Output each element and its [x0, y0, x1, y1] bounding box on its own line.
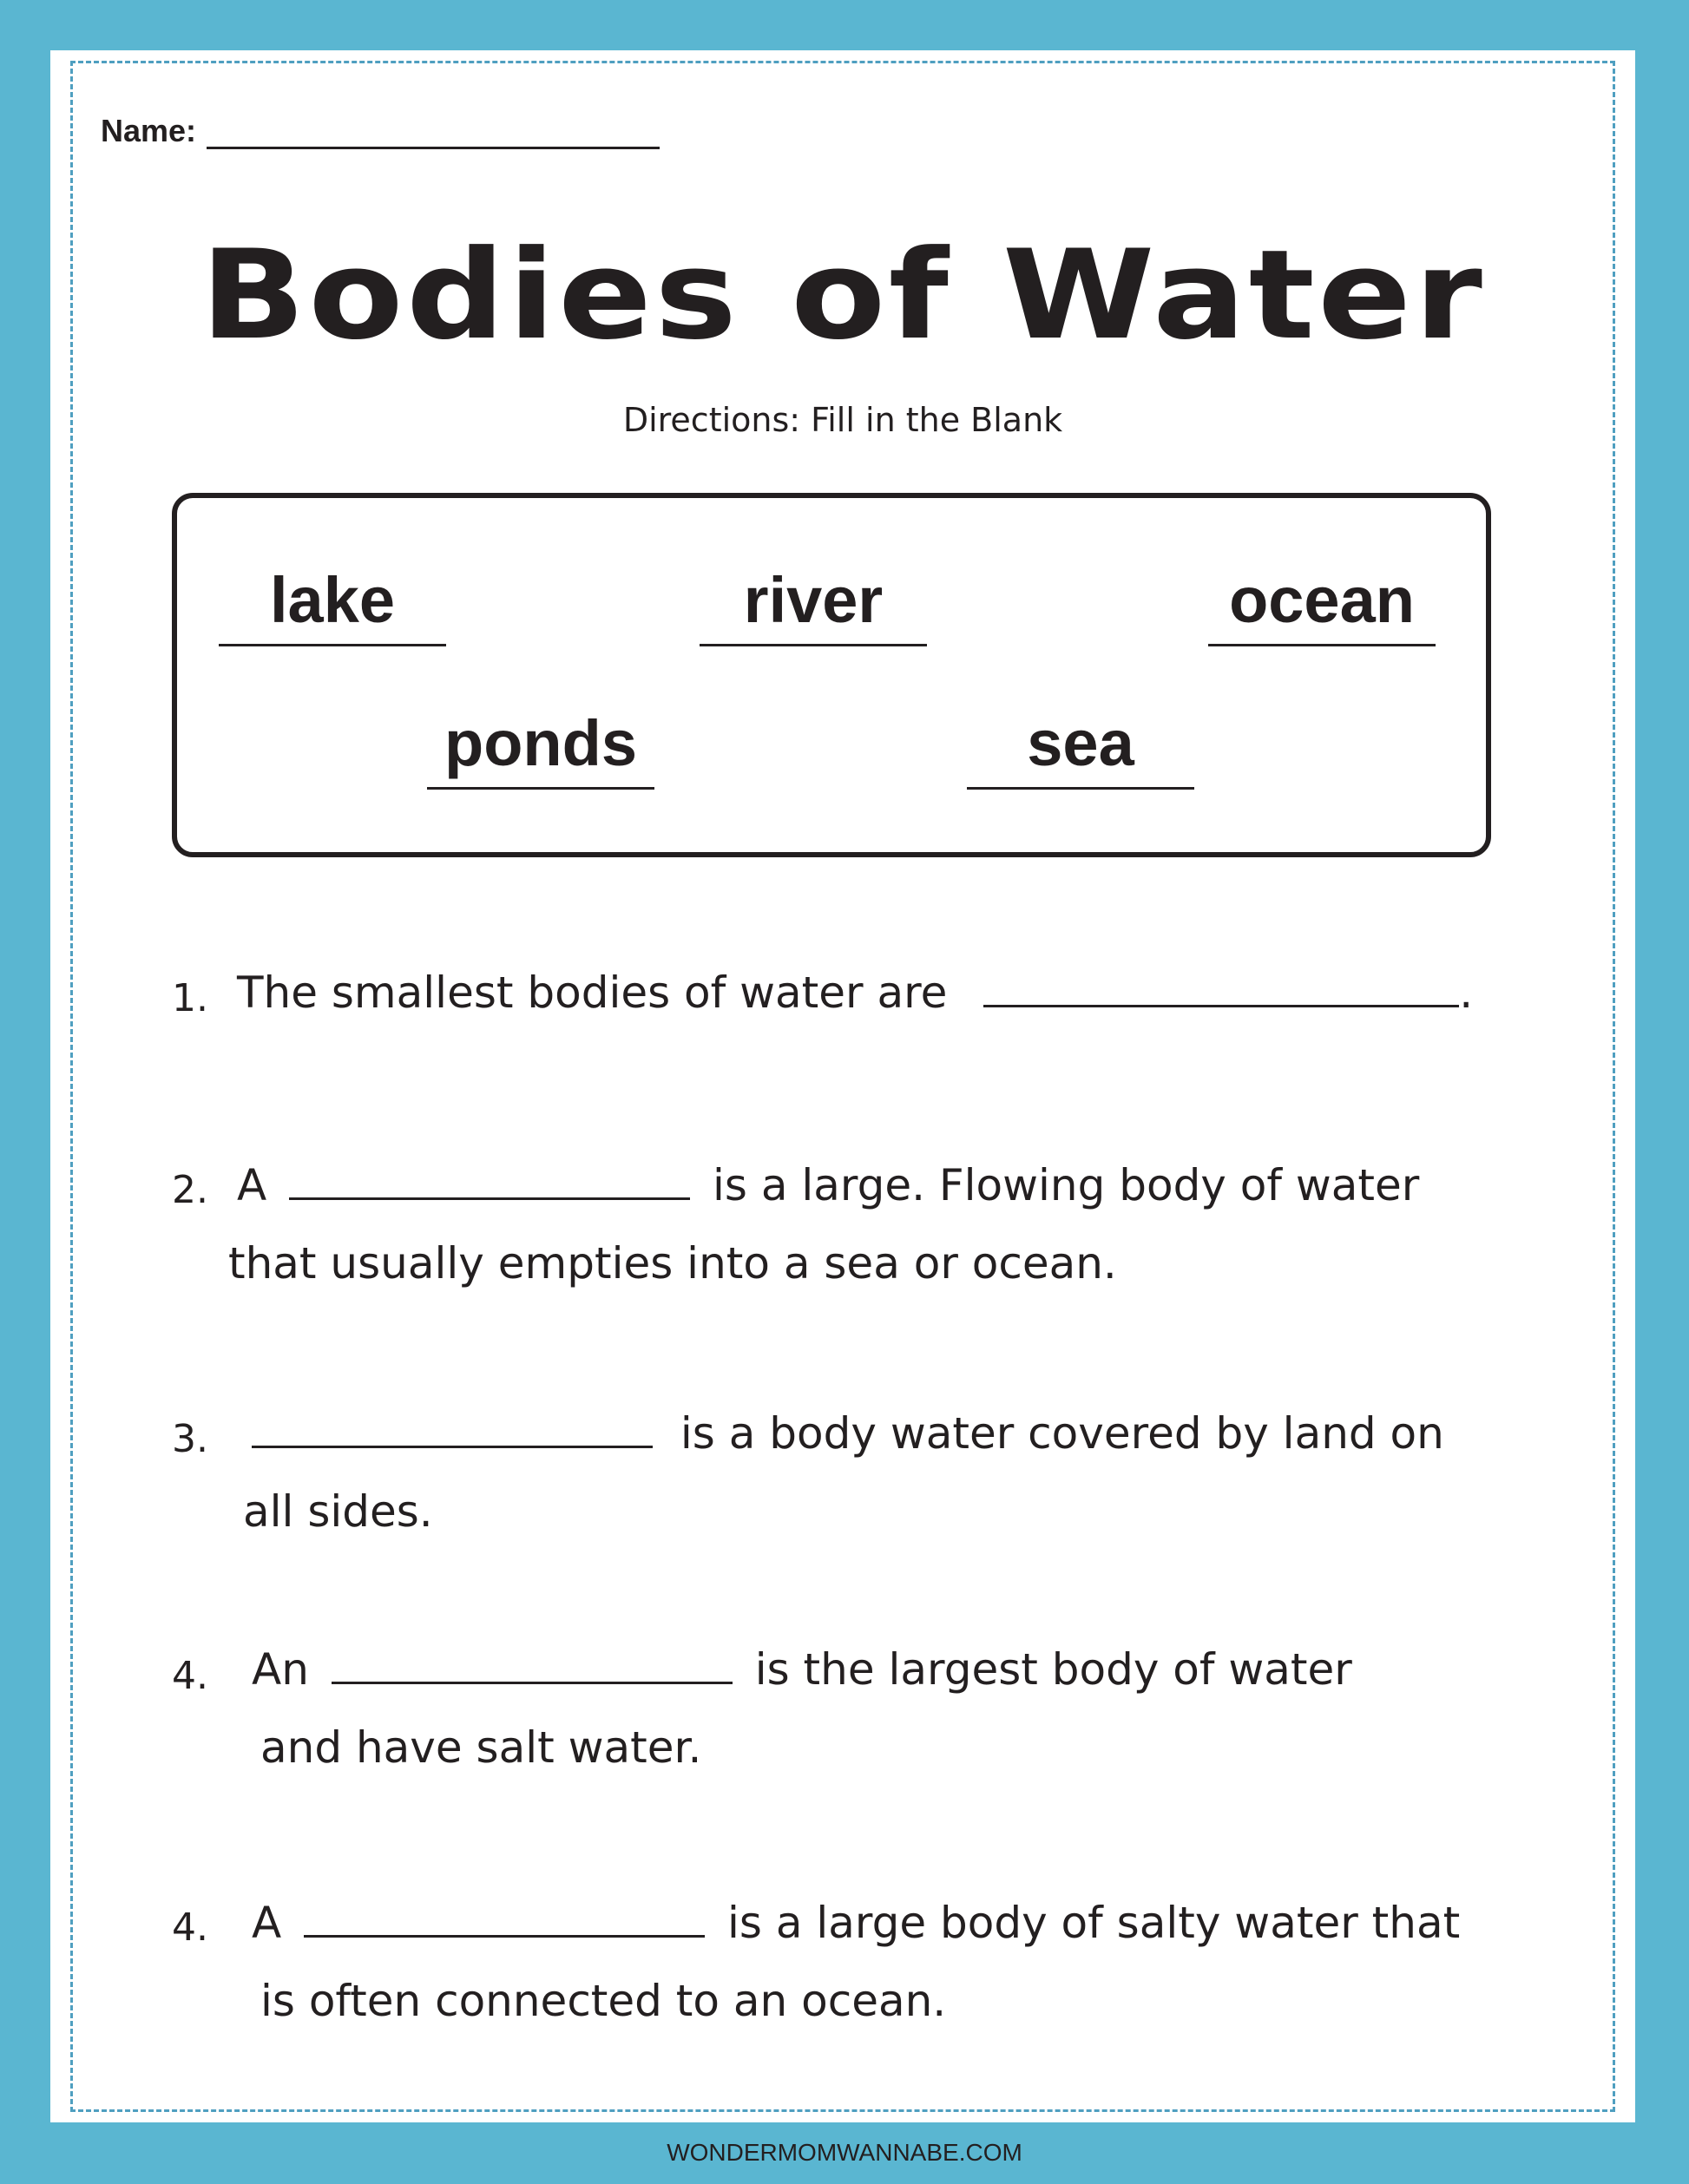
answer-blank[interactable]: [252, 1409, 653, 1448]
question-text-line2: all sides.: [243, 1486, 433, 1537]
name-label: Name:: [101, 113, 197, 148]
answer-blank[interactable]: [304, 1899, 705, 1938]
question-text-line2: that usually empties into a sea or ocean.: [228, 1238, 1117, 1289]
word-bank: [172, 493, 1491, 857]
dashed-border: [70, 61, 1615, 2112]
answer-blank[interactable]: [332, 1645, 733, 1684]
word-bank-item: ponds: [427, 709, 654, 790]
question-text: A: [252, 1898, 282, 1948]
question-line: [237, 1145, 1419, 1225]
worksheet-page: [50, 50, 1635, 2122]
answer-blank[interactable]: [289, 1161, 690, 1200]
question-number: 2.: [172, 1168, 208, 1212]
directions-text: Directions: Fill in the Blank: [622, 401, 1063, 439]
question-text: is a large body of salty water that: [727, 1898, 1461, 1948]
question-number: 4.: [172, 1905, 208, 1950]
name-row: [101, 113, 660, 149]
question-number: 3.: [172, 1417, 208, 1461]
word-bank-item: river: [700, 566, 927, 646]
question-number: 1.: [172, 976, 208, 1020]
question-text: is the largest body of water: [754, 1644, 1352, 1695]
question-text: is a large. Flowing body of water: [713, 1160, 1420, 1210]
question-line: [252, 1630, 1352, 1709]
question-line: [237, 953, 1473, 1033]
question-text-line2: and have salt water.: [260, 1722, 702, 1773]
name-blank[interactable]: [207, 115, 660, 149]
footer-website: WONDERMOMWANNABE.COM: [667, 2139, 1022, 2166]
question-text: A: [237, 1160, 267, 1210]
word-bank-item: lake: [219, 566, 446, 646]
question-line: [252, 1883, 1460, 1963]
question-number: 4.: [172, 1654, 208, 1698]
question-text: The smallest bodies of water are: [237, 967, 948, 1018]
question-text: An: [252, 1644, 309, 1695]
question-text-line2: is often connected to an ocean.: [260, 1976, 947, 2026]
answer-blank[interactable]: [983, 968, 1459, 1007]
question-text: is a body water covered by land on: [680, 1408, 1444, 1459]
word-bank-item: ocean: [1208, 566, 1436, 646]
question-line: [252, 1394, 1444, 1473]
question-text: .: [1459, 967, 1474, 1018]
word-bank-item: sea: [967, 709, 1194, 790]
page-title: Bodies of Water: [200, 224, 1486, 367]
